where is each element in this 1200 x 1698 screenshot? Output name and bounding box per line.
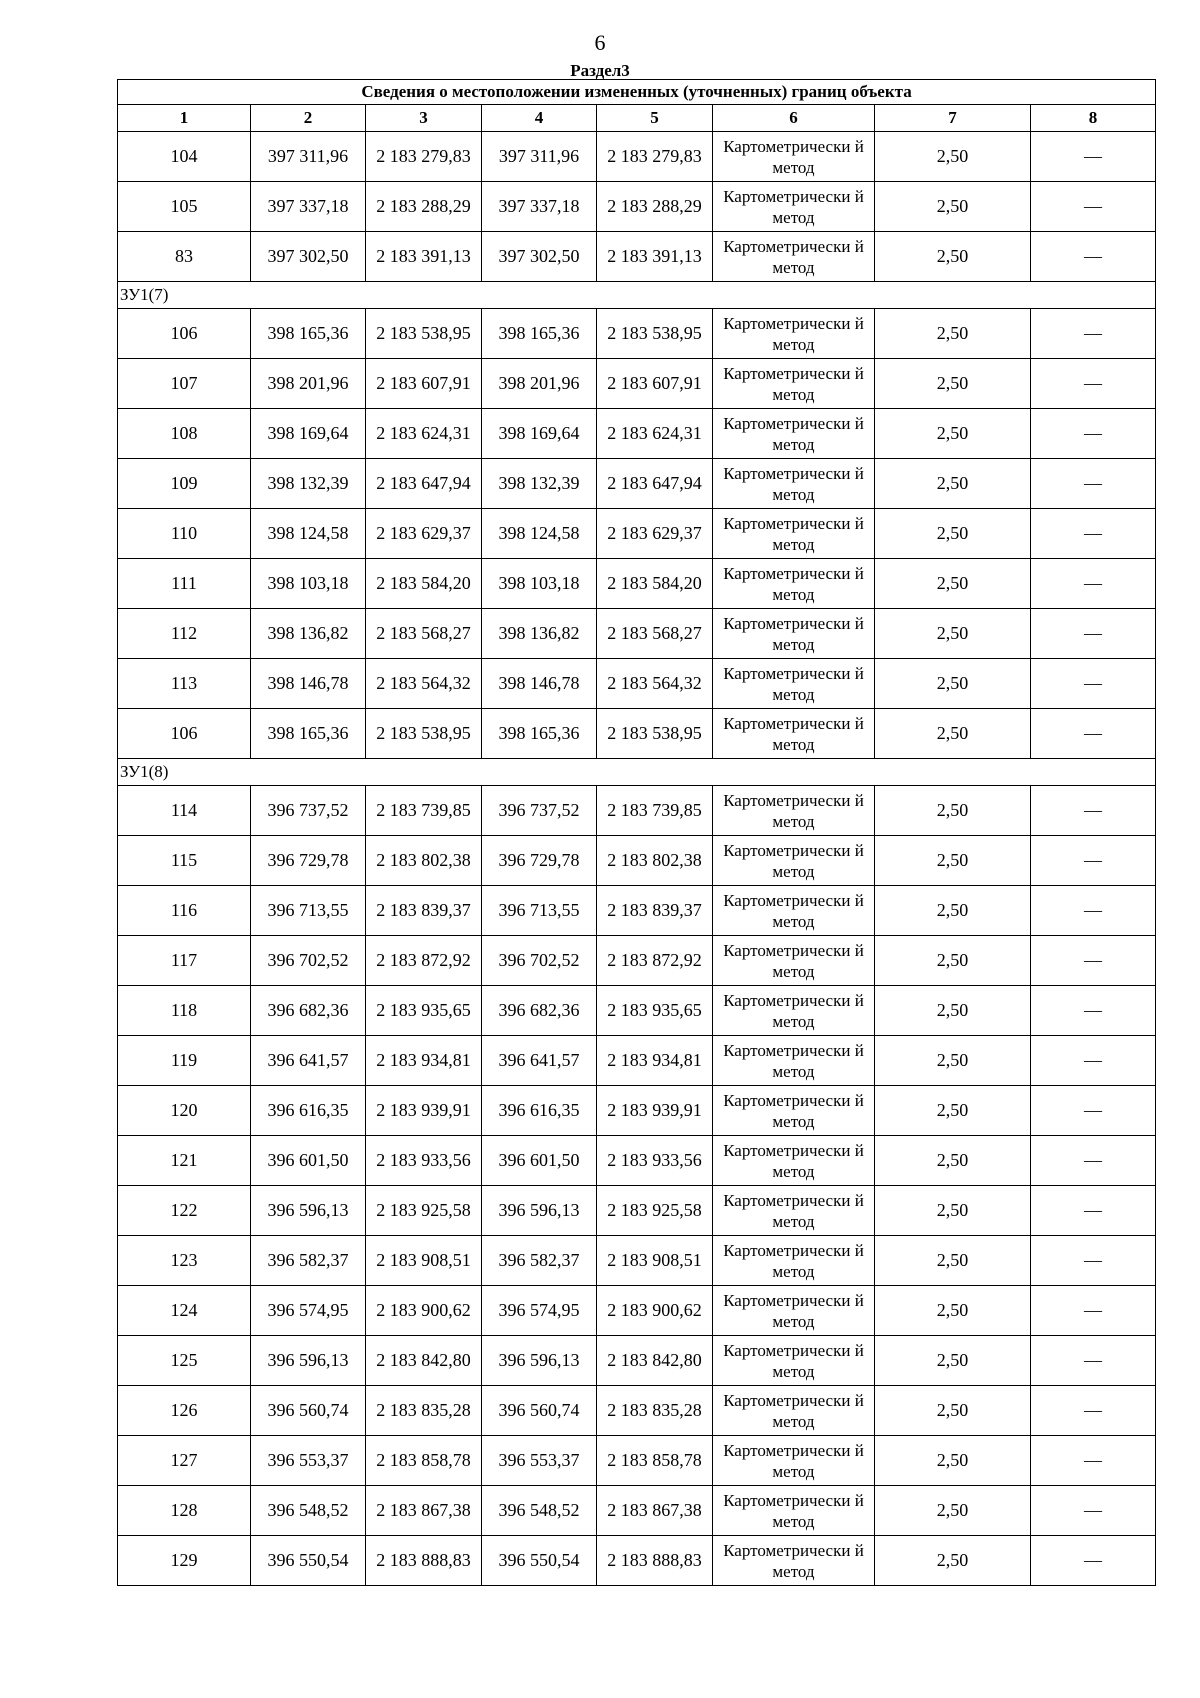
- coord-x-cell: 396 682,36: [251, 986, 366, 1036]
- table-caption: Сведения о местоположении измененных (уточненных) границ объекта: [118, 80, 1156, 105]
- coord-x-cell: 398 136,82: [251, 609, 366, 659]
- coord-x-new-cell: 396 729,78: [482, 836, 597, 886]
- point-number-cell: 116: [118, 886, 251, 936]
- coord-x-cell: 396 596,13: [251, 1336, 366, 1386]
- note-cell: —: [1031, 1386, 1156, 1436]
- coord-y-cell: 2 183 607,91: [366, 359, 482, 409]
- note-cell: —: [1031, 936, 1156, 986]
- coord-y-cell: 2 183 538,95: [366, 709, 482, 759]
- coord-x-cell: 396 737,52: [251, 786, 366, 836]
- note-cell: —: [1031, 786, 1156, 836]
- coord-y-new-cell: 2 183 564,32: [597, 659, 713, 709]
- point-number-cell: 117: [118, 936, 251, 986]
- coord-y-cell: 2 183 900,62: [366, 1286, 482, 1336]
- column-number: 3: [366, 105, 482, 132]
- accuracy-cell: 2,50: [875, 1336, 1031, 1386]
- coord-y-new-cell: 2 183 624,31: [597, 409, 713, 459]
- note-cell: —: [1031, 1186, 1156, 1236]
- coord-y-cell: 2 183 835,28: [366, 1386, 482, 1436]
- coord-y-new-cell: 2 183 279,83: [597, 132, 713, 182]
- note-cell: —: [1031, 1036, 1156, 1086]
- coord-y-cell: 2 183 624,31: [366, 409, 482, 459]
- table-row: [118, 182, 1156, 232]
- coord-y-cell: 2 183 802,38: [366, 836, 482, 886]
- group-row: [118, 282, 1156, 309]
- point-number-cell: 104: [118, 132, 251, 182]
- point-number-cell: 108: [118, 409, 251, 459]
- method-cell: Картометрически й метод: [713, 1236, 875, 1286]
- table-row: [118, 836, 1156, 886]
- coord-x-new-cell: 396 737,52: [482, 786, 597, 836]
- method-cell: Картометрически й метод: [713, 459, 875, 509]
- table-row: [118, 559, 1156, 609]
- method-cell: Картометрически й метод: [713, 1536, 875, 1586]
- coord-x-new-cell: 398 165,36: [482, 309, 597, 359]
- table-row: [118, 1186, 1156, 1236]
- method-cell: Картометрически й метод: [713, 1186, 875, 1236]
- method-cell: Картометрически й метод: [713, 786, 875, 836]
- note-cell: —: [1031, 182, 1156, 232]
- note-cell: —: [1031, 359, 1156, 409]
- coord-y-cell: 2 183 908,51: [366, 1236, 482, 1286]
- accuracy-cell: 2,50: [875, 1486, 1031, 1536]
- note-cell: —: [1031, 1486, 1156, 1536]
- coord-x-new-cell: 396 548,52: [482, 1486, 597, 1536]
- point-number-cell: 105: [118, 182, 251, 232]
- table-row: [118, 986, 1156, 1036]
- coord-y-cell: 2 183 842,80: [366, 1336, 482, 1386]
- point-number-cell: 107: [118, 359, 251, 409]
- coord-y-cell: 2 183 647,94: [366, 459, 482, 509]
- coord-x-new-cell: 397 302,50: [482, 232, 597, 282]
- coord-x-new-cell: 396 713,55: [482, 886, 597, 936]
- method-cell: Картометрически й метод: [713, 359, 875, 409]
- method-cell: Картометрически й метод: [713, 1386, 875, 1436]
- coord-y-new-cell: 2 183 939,91: [597, 1086, 713, 1136]
- coord-x-new-cell: 398 169,64: [482, 409, 597, 459]
- accuracy-cell: 2,50: [875, 182, 1031, 232]
- method-cell: Картометрически й метод: [713, 886, 875, 936]
- coord-y-cell: 2 183 867,38: [366, 1486, 482, 1536]
- coord-y-new-cell: 2 183 888,83: [597, 1536, 713, 1586]
- coord-x-cell: 398 165,36: [251, 309, 366, 359]
- coord-y-new-cell: 2 183 842,80: [597, 1336, 713, 1386]
- note-cell: —: [1031, 232, 1156, 282]
- coord-y-cell: 2 183 288,29: [366, 182, 482, 232]
- accuracy-cell: 2,50: [875, 1286, 1031, 1336]
- coord-y-cell: 2 183 839,37: [366, 886, 482, 936]
- accuracy-cell: 2,50: [875, 1036, 1031, 1086]
- method-cell: Картометрически й метод: [713, 559, 875, 609]
- coord-y-new-cell: 2 183 538,95: [597, 309, 713, 359]
- table-row: [118, 1386, 1156, 1436]
- coord-x-cell: 397 311,96: [251, 132, 366, 182]
- table-row: [118, 709, 1156, 759]
- accuracy-cell: 2,50: [875, 509, 1031, 559]
- accuracy-cell: 2,50: [875, 936, 1031, 986]
- coord-y-new-cell: 2 183 925,58: [597, 1186, 713, 1236]
- note-cell: —: [1031, 132, 1156, 182]
- accuracy-cell: 2,50: [875, 659, 1031, 709]
- coord-x-cell: 396 574,95: [251, 1286, 366, 1336]
- method-cell: Картометрически й метод: [713, 1336, 875, 1386]
- coord-x-new-cell: 398 165,36: [482, 709, 597, 759]
- table-row: [118, 1286, 1156, 1336]
- table-row: [118, 1486, 1156, 1536]
- coord-y-new-cell: 2 183 839,37: [597, 886, 713, 936]
- group-label: ЗУ1(7): [118, 282, 1156, 309]
- coord-y-cell: 2 183 888,83: [366, 1536, 482, 1586]
- coord-x-new-cell: 396 560,74: [482, 1386, 597, 1436]
- table-row: [118, 232, 1156, 282]
- point-number-cell: 113: [118, 659, 251, 709]
- coord-y-cell: 2 183 935,65: [366, 986, 482, 1036]
- note-cell: —: [1031, 986, 1156, 1036]
- note-cell: —: [1031, 1236, 1156, 1286]
- coord-y-new-cell: 2 183 629,37: [597, 509, 713, 559]
- coord-x-cell: 396 641,57: [251, 1036, 366, 1086]
- note-cell: —: [1031, 709, 1156, 759]
- table-row: [118, 659, 1156, 709]
- coord-x-new-cell: 398 136,82: [482, 609, 597, 659]
- note-cell: —: [1031, 836, 1156, 886]
- coord-x-new-cell: 396 601,50: [482, 1136, 597, 1186]
- coord-x-new-cell: 396 550,54: [482, 1536, 597, 1586]
- coord-x-new-cell: 396 641,57: [482, 1036, 597, 1086]
- method-cell: Картометрически й метод: [713, 1486, 875, 1536]
- table-row: [118, 309, 1156, 359]
- note-cell: —: [1031, 309, 1156, 359]
- accuracy-cell: 2,50: [875, 986, 1031, 1036]
- table-row: [118, 1436, 1156, 1486]
- table-caption-row: [118, 80, 1156, 105]
- accuracy-cell: 2,50: [875, 409, 1031, 459]
- coord-y-new-cell: 2 183 584,20: [597, 559, 713, 609]
- coord-y-new-cell: 2 183 647,94: [597, 459, 713, 509]
- coord-y-new-cell: 2 183 935,65: [597, 986, 713, 1036]
- table-row: [118, 359, 1156, 409]
- coord-x-cell: 398 165,36: [251, 709, 366, 759]
- note-cell: —: [1031, 1336, 1156, 1386]
- coord-x-new-cell: 398 124,58: [482, 509, 597, 559]
- point-number-cell: 126: [118, 1386, 251, 1436]
- method-cell: Картометрически й метод: [713, 1436, 875, 1486]
- coord-x-new-cell: 397 337,18: [482, 182, 597, 232]
- note-cell: —: [1031, 886, 1156, 936]
- method-cell: Картометрически й метод: [713, 659, 875, 709]
- table-row: [118, 1236, 1156, 1286]
- coord-x-cell: 398 146,78: [251, 659, 366, 709]
- coord-x-new-cell: 396 702,52: [482, 936, 597, 986]
- coord-y-cell: 2 183 279,83: [366, 132, 482, 182]
- coord-x-cell: 398 132,39: [251, 459, 366, 509]
- coord-y-cell: 2 183 391,13: [366, 232, 482, 282]
- method-cell: Картометрически й метод: [713, 609, 875, 659]
- point-number-cell: 120: [118, 1086, 251, 1136]
- method-cell: Картометрически й метод: [713, 986, 875, 1036]
- table-row: [118, 132, 1156, 182]
- accuracy-cell: 2,50: [875, 609, 1031, 659]
- coord-y-new-cell: 2 183 739,85: [597, 786, 713, 836]
- point-number-cell: 111: [118, 559, 251, 609]
- coord-y-new-cell: 2 183 802,38: [597, 836, 713, 886]
- table-row: [118, 509, 1156, 559]
- coord-x-cell: 396 548,52: [251, 1486, 366, 1536]
- note-cell: —: [1031, 1086, 1156, 1136]
- point-number-cell: 115: [118, 836, 251, 886]
- coord-x-cell: 396 553,37: [251, 1436, 366, 1486]
- column-number: 1: [118, 105, 251, 132]
- coord-x-cell: 396 729,78: [251, 836, 366, 886]
- table-row: [118, 936, 1156, 986]
- method-cell: Картометрически й метод: [713, 1136, 875, 1186]
- coord-x-cell: 396 601,50: [251, 1136, 366, 1186]
- accuracy-cell: 2,50: [875, 886, 1031, 936]
- coord-y-new-cell: 2 183 934,81: [597, 1036, 713, 1086]
- note-cell: —: [1031, 509, 1156, 559]
- point-number-cell: 124: [118, 1286, 251, 1336]
- coord-x-cell: 398 201,96: [251, 359, 366, 409]
- coord-x-new-cell: 396 596,13: [482, 1186, 597, 1236]
- coord-x-new-cell: 396 682,36: [482, 986, 597, 1036]
- coord-y-new-cell: 2 183 867,38: [597, 1486, 713, 1536]
- coord-x-cell: 396 550,54: [251, 1536, 366, 1586]
- point-number-cell: 118: [118, 986, 251, 1036]
- column-number: 2: [251, 105, 366, 132]
- coord-y-new-cell: 2 183 858,78: [597, 1436, 713, 1486]
- note-cell: —: [1031, 1436, 1156, 1486]
- method-cell: Картометрически й метод: [713, 409, 875, 459]
- coord-x-cell: 396 702,52: [251, 936, 366, 986]
- accuracy-cell: 2,50: [875, 232, 1031, 282]
- accuracy-cell: 2,50: [875, 709, 1031, 759]
- coord-x-cell: 397 337,18: [251, 182, 366, 232]
- method-cell: Картометрически й метод: [713, 1036, 875, 1086]
- coord-y-new-cell: 2 183 288,29: [597, 182, 713, 232]
- table-row: [118, 1136, 1156, 1186]
- note-cell: —: [1031, 559, 1156, 609]
- point-number-cell: 119: [118, 1036, 251, 1086]
- column-number-row: [118, 105, 1156, 132]
- accuracy-cell: 2,50: [875, 359, 1031, 409]
- accuracy-cell: 2,50: [875, 1136, 1031, 1186]
- note-cell: —: [1031, 1286, 1156, 1336]
- coord-y-new-cell: 2 183 933,56: [597, 1136, 713, 1186]
- table-row: [118, 786, 1156, 836]
- coord-y-cell: 2 183 939,91: [366, 1086, 482, 1136]
- point-number-cell: 106: [118, 309, 251, 359]
- coord-x-cell: 396 560,74: [251, 1386, 366, 1436]
- point-number-cell: 129: [118, 1536, 251, 1586]
- note-cell: —: [1031, 1136, 1156, 1186]
- accuracy-cell: 2,50: [875, 1086, 1031, 1136]
- method-cell: Картометрически й метод: [713, 1286, 875, 1336]
- point-number-cell: 123: [118, 1236, 251, 1286]
- point-number-cell: 127: [118, 1436, 251, 1486]
- point-number-cell: 110: [118, 509, 251, 559]
- method-cell: Картометрически й метод: [713, 936, 875, 986]
- accuracy-cell: 2,50: [875, 1236, 1031, 1286]
- coord-x-cell: 398 103,18: [251, 559, 366, 609]
- coord-y-new-cell: 2 183 900,62: [597, 1286, 713, 1336]
- coord-y-new-cell: 2 183 568,27: [597, 609, 713, 659]
- coord-x-cell: 396 713,55: [251, 886, 366, 936]
- method-cell: Картометрически й метод: [713, 836, 875, 886]
- accuracy-cell: 2,50: [875, 786, 1031, 836]
- method-cell: Картометрически й метод: [713, 232, 875, 282]
- accuracy-cell: 2,50: [875, 836, 1031, 886]
- accuracy-cell: 2,50: [875, 1386, 1031, 1436]
- method-cell: Картометрически й метод: [713, 1086, 875, 1136]
- group-label: ЗУ1(8): [118, 759, 1156, 786]
- table-row: [118, 1536, 1156, 1586]
- accuracy-cell: 2,50: [875, 132, 1031, 182]
- note-cell: —: [1031, 609, 1156, 659]
- method-cell: Картометрически й метод: [713, 182, 875, 232]
- table-row: [118, 409, 1156, 459]
- group-row: [118, 759, 1156, 786]
- coord-x-new-cell: 396 582,37: [482, 1236, 597, 1286]
- coord-y-new-cell: 2 183 872,92: [597, 936, 713, 986]
- point-number-cell: 114: [118, 786, 251, 836]
- page-number: 6: [594, 30, 606, 55]
- coord-y-cell: 2 183 925,58: [366, 1186, 482, 1236]
- method-cell: Картометрически й метод: [713, 132, 875, 182]
- accuracy-cell: 2,50: [875, 1536, 1031, 1586]
- method-cell: Картометрически й метод: [713, 309, 875, 359]
- coord-x-new-cell: 396 574,95: [482, 1286, 597, 1336]
- coord-y-cell: 2 183 629,37: [366, 509, 482, 559]
- table-body: [118, 80, 1156, 1586]
- point-number-cell: 112: [118, 609, 251, 659]
- boundary-coordinates-table: [117, 79, 1156, 1586]
- table-row: [118, 886, 1156, 936]
- note-cell: —: [1031, 409, 1156, 459]
- coord-x-cell: 396 596,13: [251, 1186, 366, 1236]
- accuracy-cell: 2,50: [875, 559, 1031, 609]
- accuracy-cell: 2,50: [875, 459, 1031, 509]
- point-number-cell: 128: [118, 1486, 251, 1536]
- coord-x-cell: 398 169,64: [251, 409, 366, 459]
- coord-x-new-cell: 398 201,96: [482, 359, 597, 409]
- coord-y-new-cell: 2 183 391,13: [597, 232, 713, 282]
- coord-y-cell: 2 183 538,95: [366, 309, 482, 359]
- note-cell: —: [1031, 1536, 1156, 1586]
- coord-x-new-cell: 398 146,78: [482, 659, 597, 709]
- coord-x-new-cell: 396 616,35: [482, 1086, 597, 1136]
- point-number-cell: 125: [118, 1336, 251, 1386]
- accuracy-cell: 2,50: [875, 1186, 1031, 1236]
- coord-y-cell: 2 183 872,92: [366, 936, 482, 986]
- coord-y-new-cell: 2 183 538,95: [597, 709, 713, 759]
- table-row: [118, 609, 1156, 659]
- column-number: 6: [713, 105, 875, 132]
- coord-y-cell: 2 183 584,20: [366, 559, 482, 609]
- column-number: 4: [482, 105, 597, 132]
- coord-x-new-cell: 396 596,13: [482, 1336, 597, 1386]
- table-row: [118, 459, 1156, 509]
- coord-y-cell: 2 183 934,81: [366, 1036, 482, 1086]
- coord-x-cell: 397 302,50: [251, 232, 366, 282]
- coord-x-cell: 396 616,35: [251, 1086, 366, 1136]
- coord-y-new-cell: 2 183 908,51: [597, 1236, 713, 1286]
- section-title: Раздел3: [570, 61, 630, 80]
- method-cell: Картометрически й метод: [713, 709, 875, 759]
- coord-x-new-cell: 398 103,18: [482, 559, 597, 609]
- coord-x-new-cell: 396 553,37: [482, 1436, 597, 1486]
- coord-x-cell: 398 124,58: [251, 509, 366, 559]
- coord-y-new-cell: 2 183 607,91: [597, 359, 713, 409]
- coord-y-cell: 2 183 564,32: [366, 659, 482, 709]
- coord-y-cell: 2 183 568,27: [366, 609, 482, 659]
- coord-x-cell: 396 582,37: [251, 1236, 366, 1286]
- point-number-cell: 121: [118, 1136, 251, 1186]
- table-row: [118, 1036, 1156, 1086]
- column-number: 5: [597, 105, 713, 132]
- point-number-cell: 83: [118, 232, 251, 282]
- note-cell: —: [1031, 659, 1156, 709]
- method-cell: Картометрически й метод: [713, 509, 875, 559]
- coord-y-new-cell: 2 183 835,28: [597, 1386, 713, 1436]
- accuracy-cell: 2,50: [875, 1436, 1031, 1486]
- table-row: [118, 1336, 1156, 1386]
- point-number-cell: 122: [118, 1186, 251, 1236]
- coord-x-new-cell: 398 132,39: [482, 459, 597, 509]
- point-number-cell: 106: [118, 709, 251, 759]
- coord-y-cell: 2 183 739,85: [366, 786, 482, 836]
- column-number: 8: [1031, 105, 1156, 132]
- coord-y-cell: 2 183 933,56: [366, 1136, 482, 1186]
- column-number: 7: [875, 105, 1031, 132]
- coord-y-cell: 2 183 858,78: [366, 1436, 482, 1486]
- note-cell: —: [1031, 459, 1156, 509]
- table-row: [118, 1086, 1156, 1136]
- point-number-cell: 109: [118, 459, 251, 509]
- accuracy-cell: 2,50: [875, 309, 1031, 359]
- coord-x-new-cell: 397 311,96: [482, 132, 597, 182]
